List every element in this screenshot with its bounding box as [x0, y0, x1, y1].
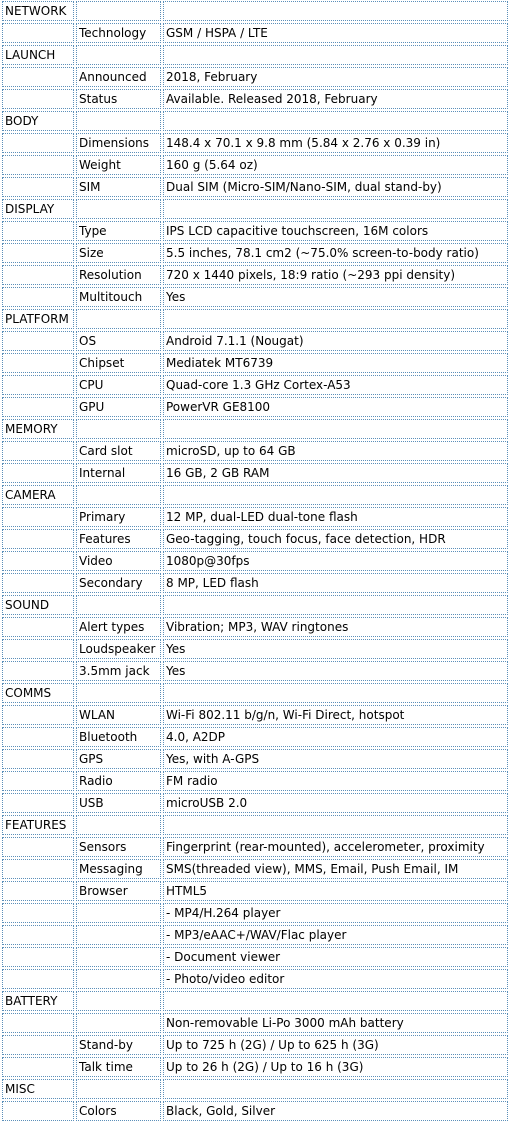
table-row: [2, 375, 508, 395]
category-cell: [2, 881, 74, 901]
spec-value-cell: Available. Released 2018, February: [163, 89, 508, 109]
spec-label-cell: [76, 815, 161, 835]
table-row: [2, 859, 508, 879]
spec-value-cell: [163, 991, 508, 1011]
table-row: [2, 947, 508, 967]
spec-label-cell: [76, 1, 161, 21]
table-row: [2, 507, 508, 527]
spec-label-cell: [76, 925, 161, 945]
table-row: [2, 595, 508, 615]
spec-value-cell: Up to 725 h (2G) / Up to 625 h (3G): [163, 1035, 508, 1055]
category-cell: [2, 727, 74, 747]
spec-value-cell: Yes: [163, 287, 508, 307]
table-row: [2, 133, 508, 153]
spec-value-cell: [163, 309, 508, 329]
spec-label-cell: Stand-by: [76, 1035, 161, 1055]
spec-label-cell: Radio: [76, 771, 161, 791]
table-row: [2, 1013, 508, 1033]
spec-label-cell: Colors: [76, 1101, 161, 1121]
category-cell: [2, 67, 74, 87]
category-cell: [2, 749, 74, 769]
table-row: [2, 353, 508, 373]
spec-value-cell: [163, 419, 508, 439]
category-cell: MISC: [2, 1079, 74, 1099]
category-cell: COMMS: [2, 683, 74, 703]
category-cell: [2, 947, 74, 967]
spec-value-cell: 720 x 1440 pixels, 18:9 ratio (~293 ppi density): [163, 265, 508, 285]
spec-label-cell: Bluetooth: [76, 727, 161, 747]
category-cell: [2, 969, 74, 989]
table-row: [2, 771, 508, 791]
category-cell: DISPLAY: [2, 199, 74, 219]
table-row: [2, 177, 508, 197]
category-cell: [2, 639, 74, 659]
spec-value-cell: 1080p@30fps: [163, 551, 508, 571]
table-row: [2, 727, 508, 747]
table-row: [2, 287, 508, 307]
category-cell: [2, 397, 74, 417]
table-row: [2, 1, 508, 21]
spec-label-cell: [76, 947, 161, 967]
category-cell: [2, 89, 74, 109]
spec-value-cell: [163, 111, 508, 131]
spec-label-cell: Dimensions: [76, 133, 161, 153]
category-cell: [2, 771, 74, 791]
spec-value-cell: - Photo/video editor: [163, 969, 508, 989]
category-cell: [2, 793, 74, 813]
category-cell: [2, 573, 74, 593]
table-row: [2, 155, 508, 175]
category-cell: [2, 617, 74, 637]
spec-label-cell: Secondary: [76, 573, 161, 593]
table-row: [2, 45, 508, 65]
table-row: [2, 485, 508, 505]
table-row: [2, 617, 508, 637]
spec-label-cell: Alert types: [76, 617, 161, 637]
spec-value-cell: GSM / HSPA / LTE: [163, 23, 508, 43]
spec-value-cell: [163, 815, 508, 835]
spec-value-cell: - MP3/eAAC+/WAV/Flac player: [163, 925, 508, 945]
spec-value-cell: [163, 199, 508, 219]
table-row: [2, 705, 508, 725]
spec-value-cell: [163, 683, 508, 703]
spec-value-cell: Black, Gold, Silver: [163, 1101, 508, 1121]
category-cell: [2, 551, 74, 571]
spec-value-cell: 5.5 inches, 78.1 cm2 (~75.0% screen-to-body ratio): [163, 243, 508, 263]
spec-value-cell: Wi-Fi 802.11 b/g/n, Wi-Fi Direct, hotspot: [163, 705, 508, 725]
category-cell: [2, 463, 74, 483]
table-row: [2, 67, 508, 87]
category-cell: MEMORY: [2, 419, 74, 439]
table-row: [2, 881, 508, 901]
spec-value-cell: Fingerprint (rear-mounted), accelerometer, proximity: [163, 837, 508, 857]
table-row: [2, 815, 508, 835]
category-cell: [2, 1057, 74, 1077]
spec-label-cell: USB: [76, 793, 161, 813]
table-row: [2, 793, 508, 813]
category-cell: LAUNCH: [2, 45, 74, 65]
spec-label-cell: GPS: [76, 749, 161, 769]
table-row: [2, 1035, 508, 1055]
spec-value-cell: PowerVR GE8100: [163, 397, 508, 417]
category-cell: BODY: [2, 111, 74, 131]
spec-label-cell: Status: [76, 89, 161, 109]
table-row: [2, 309, 508, 329]
spec-value-cell: Up to 26 h (2G) / Up to 16 h (3G): [163, 1057, 508, 1077]
spec-label-cell: Browser: [76, 881, 161, 901]
category-cell: [2, 661, 74, 681]
table-row: [2, 991, 508, 1011]
spec-label-cell: 3.5mm jack: [76, 661, 161, 681]
table-row: [2, 397, 508, 417]
spec-value-cell: Geo-tagging, touch focus, face detection, HDR: [163, 529, 508, 549]
spec-value-cell: microUSB 2.0: [163, 793, 508, 813]
table-row: [2, 23, 508, 43]
category-cell: [2, 331, 74, 351]
category-cell: NETWORK: [2, 1, 74, 21]
spec-label-cell: [76, 991, 161, 1011]
spec-label-cell: [76, 199, 161, 219]
category-cell: BATTERY: [2, 991, 74, 1011]
category-cell: [2, 507, 74, 527]
spec-label-cell: OS: [76, 331, 161, 351]
spec-label-cell: [76, 309, 161, 329]
spec-label-cell: Card slot: [76, 441, 161, 461]
spec-value-cell: - MP4/H.264 player: [163, 903, 508, 923]
spec-label-cell: [76, 419, 161, 439]
spec-value-cell: Non-removable Li-Po 3000 mAh battery: [163, 1013, 508, 1033]
category-cell: [2, 177, 74, 197]
spec-value-cell: [163, 485, 508, 505]
spec-value-cell: [163, 595, 508, 615]
spec-value-cell: [163, 1079, 508, 1099]
spec-label-cell: Announced: [76, 67, 161, 87]
spec-label-cell: Talk time: [76, 1057, 161, 1077]
spec-value-cell: SMS(threaded view), MMS, Email, Push Email, IM: [163, 859, 508, 879]
category-cell: [2, 859, 74, 879]
spec-label-cell: [76, 111, 161, 131]
spec-label-cell: CPU: [76, 375, 161, 395]
spec-label-cell: Loudspeaker: [76, 639, 161, 659]
table-row: [2, 265, 508, 285]
table-row: [2, 331, 508, 351]
spec-value-cell: 8 MP, LED flash: [163, 573, 508, 593]
spec-value-cell: Quad-core 1.3 GHz Cortex-A53: [163, 375, 508, 395]
spec-label-cell: Video: [76, 551, 161, 571]
spec-value-cell: 12 MP, dual-LED dual-tone flash: [163, 507, 508, 527]
spec-label-cell: Chipset: [76, 353, 161, 373]
table-row: [2, 1101, 508, 1121]
category-cell: [2, 1013, 74, 1033]
category-cell: [2, 441, 74, 461]
spec-label-cell: [76, 1079, 161, 1099]
category-cell: FEATURES: [2, 815, 74, 835]
table-row: [2, 529, 508, 549]
spec-label-cell: Type: [76, 221, 161, 241]
spec-value-cell: 16 GB, 2 GB RAM: [163, 463, 508, 483]
spec-value-cell: 4.0, A2DP: [163, 727, 508, 747]
category-cell: [2, 353, 74, 373]
table-row: [2, 441, 508, 461]
spec-label-cell: WLAN: [76, 705, 161, 725]
spec-label-cell: Internal: [76, 463, 161, 483]
spec-value-cell: 2018, February: [163, 67, 508, 87]
spec-value-cell: - Document viewer: [163, 947, 508, 967]
table-row: [2, 463, 508, 483]
spec-label-cell: Features: [76, 529, 161, 549]
spec-label-cell: Technology: [76, 23, 161, 43]
spec-label-cell: [76, 485, 161, 505]
spec-value-cell: [163, 45, 508, 65]
table-row: [2, 111, 508, 131]
spec-label-cell: Size: [76, 243, 161, 263]
category-cell: SOUND: [2, 595, 74, 615]
spec-value-cell: IPS LCD capacitive touchscreen, 16M colors: [163, 221, 508, 241]
table-row: [2, 661, 508, 681]
table-row: [2, 573, 508, 593]
spec-label-cell: Messaging: [76, 859, 161, 879]
spec-label-cell: GPU: [76, 397, 161, 417]
spec-label-cell: Sensors: [76, 837, 161, 857]
category-cell: [2, 265, 74, 285]
table-row: [2, 1079, 508, 1099]
spec-value-cell: Dual SIM (Micro-SIM/Nano-SIM, dual stand-by): [163, 177, 508, 197]
table-row: [2, 683, 508, 703]
spec-label-cell: Weight: [76, 155, 161, 175]
spec-value-cell: Yes: [163, 639, 508, 659]
spec-value-cell: Android 7.1.1 (Nougat): [163, 331, 508, 351]
spec-value-cell: [163, 1, 508, 21]
category-cell: [2, 243, 74, 263]
spec-label-cell: Resolution: [76, 265, 161, 285]
spec-value-cell: Yes: [163, 661, 508, 681]
category-cell: [2, 1035, 74, 1055]
category-cell: [2, 925, 74, 945]
spec-value-cell: Vibration; MP3, WAV ringtones: [163, 617, 508, 637]
category-cell: [2, 221, 74, 241]
category-cell: [2, 133, 74, 153]
spec-value-cell: Yes, with A-GPS: [163, 749, 508, 769]
category-cell: PLATFORM: [2, 309, 74, 329]
spec-label-cell: Multitouch: [76, 287, 161, 307]
table-row: [2, 1057, 508, 1077]
spec-label-cell: Primary: [76, 507, 161, 527]
spec-label-cell: [76, 683, 161, 703]
category-cell: [2, 903, 74, 923]
spec-value-cell: 148.4 x 70.1 x 9.8 mm (5.84 x 2.76 x 0.39 in): [163, 133, 508, 153]
category-cell: [2, 23, 74, 43]
category-cell: CAMERA: [2, 485, 74, 505]
spec-label-cell: [76, 595, 161, 615]
table-row: [2, 837, 508, 857]
table-row: [2, 639, 508, 659]
category-cell: [2, 375, 74, 395]
table-row: [2, 925, 508, 945]
spec-value-cell: HTML5: [163, 881, 508, 901]
table-row: [2, 903, 508, 923]
spec-value-cell: 160 g (5.64 oz): [163, 155, 508, 175]
table-row: [2, 89, 508, 109]
spec-table-body: [2, 1, 508, 1121]
spec-label-cell: [76, 1013, 161, 1033]
table-row: [2, 221, 508, 241]
spec-label-cell: SIM: [76, 177, 161, 197]
category-cell: [2, 705, 74, 725]
category-cell: [2, 1101, 74, 1121]
spec-label-cell: [76, 45, 161, 65]
table-row: [2, 243, 508, 263]
category-cell: [2, 287, 74, 307]
spec-value-cell: Mediatek MT6739: [163, 353, 508, 373]
table-row: [2, 749, 508, 769]
category-cell: [2, 529, 74, 549]
spec-value-cell: FM radio: [163, 771, 508, 791]
table-row: [2, 199, 508, 219]
spec-label-cell: [76, 969, 161, 989]
category-cell: [2, 155, 74, 175]
table-row: [2, 551, 508, 571]
category-cell: [2, 837, 74, 857]
table-row: [2, 419, 508, 439]
table-row: [2, 969, 508, 989]
spec-label-cell: [76, 903, 161, 923]
spec-value-cell: microSD, up to 64 GB: [163, 441, 508, 461]
